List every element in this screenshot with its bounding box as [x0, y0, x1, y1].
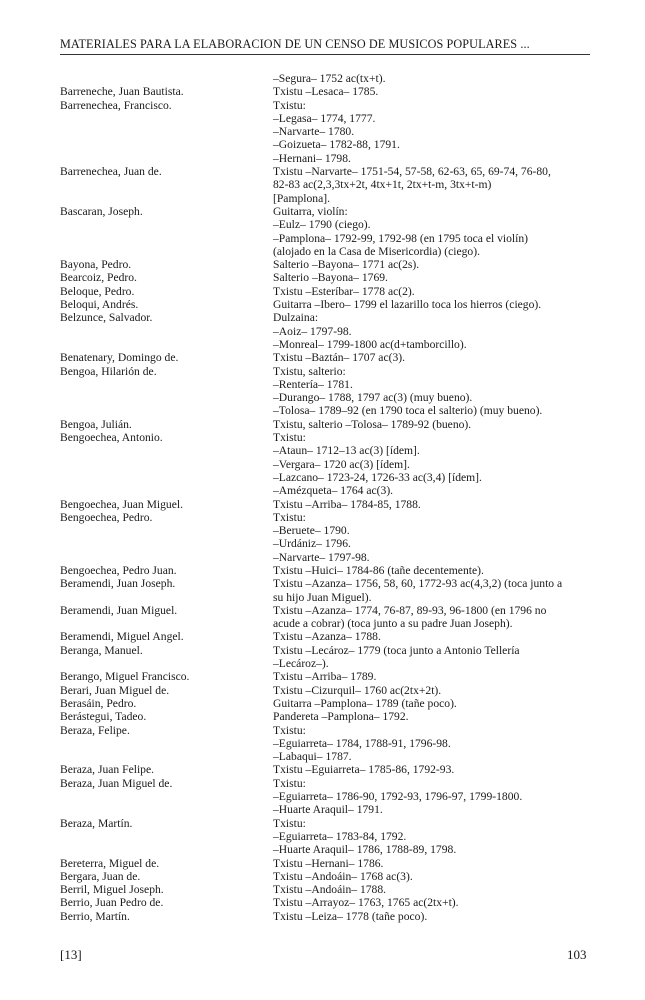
entry-description [273, 896, 598, 909]
musician-name: Berari, Juan Miguel de. [60, 683, 170, 697]
entry-description [273, 165, 598, 205]
description-line: –Tolosa– 1789–92 (en 1790 toca el salterio) (muy bueno). [273, 404, 543, 418]
entry-row [60, 817, 600, 857]
description-line: Salterio –Bayona– 1771 ac(2s). [273, 258, 420, 272]
entry-description [273, 857, 598, 870]
musician-name: Barrenechea, Juan de. [60, 165, 162, 179]
description-line: Txistu –Huici– 1784-86 (tañe decentemente). [273, 563, 484, 577]
musician-name: Beraza, Martín. [60, 816, 133, 830]
description-line: –Vergara– 1720 ac(3) [ídem]. [273, 457, 410, 471]
census-entries [60, 72, 600, 923]
description-line: Txistu –Baztán– 1707 ac(3). [273, 351, 406, 365]
description-line: Txistu –Arriba– 1789. [273, 670, 377, 684]
entry-description [273, 670, 598, 683]
entry-description [273, 365, 598, 418]
entry-description [273, 431, 598, 497]
description-line: Guitarra –Ibero– 1799 el lazarillo toca los hierros (ciego). [273, 298, 542, 312]
description-line: –Beruete– 1790. [273, 524, 350, 538]
description-line: –Ataun– 1712–13 ac(3) [ídem]. [273, 444, 420, 458]
description-line: Txistu –Hernani– 1786. [273, 856, 384, 870]
running-header: MATERIALES PARA LA ELABORACION DE UN CENSO DE MUSICOS POPULARES ... [60, 37, 590, 55]
musician-name: Bengoechea, Antonio. [60, 431, 163, 445]
entry-row [60, 298, 600, 311]
musician-name: Bearcoiz, Pedro. [60, 271, 137, 285]
entry-description [273, 684, 598, 697]
entry-description [273, 564, 598, 577]
musician-name: Barrenechea, Francisco. [60, 98, 172, 112]
section-number: [13] [60, 947, 82, 962]
description-line: Txistu, salterio: [273, 364, 346, 378]
entry-description [273, 85, 598, 98]
description-line: –Huarte Araquil– 1786, 1788-89, 1798. [273, 843, 457, 857]
entry-row [60, 604, 600, 631]
description-line: –Urdániz– 1796. [273, 537, 351, 551]
musician-name: Bengoechea, Pedro. [60, 510, 153, 524]
musician-name: Beraza, Juan Felipe. [60, 763, 155, 777]
musician-name: Berrio, Martín. [60, 909, 130, 923]
description-line: Txistu –Andoáin– 1788. [273, 883, 387, 897]
musician-name: Beramendi, Miguel Angel. [60, 630, 184, 644]
entry-row [60, 630, 600, 643]
entry-row [60, 271, 600, 284]
description-line: (alojado en la Casa de Misericordia) (ciego). [273, 244, 480, 258]
description-line: –Hernani– 1798. [273, 151, 351, 165]
entry-description [273, 817, 598, 857]
entry-row [60, 431, 600, 497]
musician-name: Bengoechea, Juan Miguel. [60, 497, 183, 511]
entry-description [273, 910, 598, 923]
musician-name: Benatenary, Domingo de. [60, 351, 179, 365]
description-line: Guitarra, violín: [273, 204, 348, 218]
description-line: –Monreal– 1799-1800 ac(d+tamborcillo). [273, 337, 467, 351]
description-line: Txistu –Azanza– 1788. [273, 630, 381, 644]
musician-name: Berástegui, Tadeo. [60, 710, 147, 724]
description-line: Txistu: [273, 431, 306, 445]
description-line: –Narvarte– 1780. [273, 125, 355, 139]
description-line: Txistu –Cizurquil– 1760 ac(2tx+2t). [273, 683, 442, 697]
musician-name [60, 72, 273, 85]
entry-row [60, 763, 600, 776]
musician-name: Beloqui, Andrés. [60, 298, 139, 312]
description-line: Txistu: [273, 98, 306, 112]
entry-row [60, 564, 600, 577]
entry-row [60, 644, 600, 671]
entry-description [273, 285, 598, 298]
description-line: Txistu –Azanza– 1774, 76-87, 89-93, 96-1800 (en 1796 no [273, 603, 547, 617]
entry-row [60, 418, 600, 431]
musician-name: Belzunce, Salvador. [60, 311, 153, 325]
entry-description [273, 99, 598, 165]
entry-row [60, 498, 600, 511]
description-line: –Lazcano– 1723-24, 1726-33 ac(3,4) [ídem]. [273, 470, 482, 484]
entry-row [60, 511, 600, 564]
musician-name: Bengoa, Julián. [60, 417, 132, 431]
musician-name: Bereterra, Miguel de. [60, 856, 160, 870]
entry-row [60, 165, 600, 205]
entry-description [273, 205, 598, 258]
entry-row [60, 910, 600, 923]
entry-row [60, 72, 600, 85]
description-line: Txistu –Lesaca– 1785. [273, 85, 379, 99]
entry-row [60, 670, 600, 683]
entry-description [273, 604, 598, 631]
description-line: Txistu –Arriba– 1784-85, 1788. [273, 497, 421, 511]
entry-description [273, 72, 598, 85]
entry-description [273, 630, 598, 643]
entry-description [273, 271, 598, 284]
entry-description [273, 883, 598, 896]
musician-name: Berril, Miguel Joseph. [60, 883, 164, 897]
description-line: –Durango– 1788, 1797 ac(3) (muy bueno). [273, 391, 473, 405]
entry-row [60, 99, 600, 165]
musician-name: Beraza, Juan Miguel de. [60, 776, 173, 790]
musician-name: Berango, Miguel Francisco. [60, 670, 190, 684]
description-line: –Aoiz– 1797-98. [273, 324, 352, 338]
description-line: Txistu –Narvarte– 1751-54, 57-58, 62-63, 65, 69-74, 76-80, [273, 165, 551, 179]
musician-name: Beranga, Manuel. [60, 643, 143, 657]
description-line: 82-83 ac(2,3,3tx+2t, 4tx+1t, 2tx+t-m, 3tx+t-m) [273, 178, 492, 192]
entry-description [273, 644, 598, 671]
description-line: su hijo Juan Miguel). [273, 590, 372, 604]
entry-row [60, 724, 600, 764]
entry-description [273, 418, 598, 431]
entry-row [60, 857, 600, 870]
musician-name: Bengoa, Hilarión de. [60, 364, 157, 378]
entry-row [60, 365, 600, 418]
description-line: Txistu: [273, 816, 306, 830]
description-line: [Pamplona]. [273, 191, 330, 205]
musician-name: Beloque, Pedro. [60, 284, 135, 298]
description-line: acude a cobrar) (toca junto a su padre Juan Joseph). [273, 617, 513, 631]
musician-name: Berasáin, Pedro. [60, 696, 137, 710]
description-line: –Segura– 1752 ac(tx+t). [273, 72, 386, 85]
entry-row [60, 577, 600, 604]
description-line: Txistu: [273, 776, 306, 790]
description-line: –Pamplona– 1792-99, 1792-98 (en 1795 toca el violín) [273, 231, 529, 245]
description-line: –Lecároz–). [273, 657, 329, 671]
musician-name: Bayona, Pedro. [60, 258, 132, 272]
description-line: Txistu –Andoáin– 1768 ac(3). [273, 869, 413, 883]
entry-description [273, 870, 598, 883]
description-line: –Rentería– 1781. [273, 377, 353, 391]
description-line: –Eguiarreta– 1786-90, 1792-93, 1796-97, 1799-1800. [273, 790, 523, 804]
description-line: –Legasa– 1774, 1777. [273, 111, 376, 125]
entry-row [60, 684, 600, 697]
musician-name: Bergara, Juan de. [60, 869, 141, 883]
entry-description [273, 511, 598, 564]
musician-name: Bascaran, Joseph. [60, 204, 143, 218]
description-line: Txistu: [273, 723, 306, 737]
musician-name: Bengoechea, Pedro Juan. [60, 563, 177, 577]
entry-row [60, 710, 600, 723]
entry-row [60, 351, 600, 364]
description-line: –Eguiarreta– 1783-84, 1792. [273, 829, 407, 843]
entry-description [273, 710, 598, 723]
musician-name: Beraza, Felipe. [60, 723, 130, 737]
musician-name: Berrio, Juan Pedro de. [60, 896, 164, 910]
entry-description [273, 258, 598, 271]
entry-row [60, 258, 600, 271]
entry-row [60, 85, 600, 98]
entry-description [273, 777, 598, 817]
entry-row [60, 883, 600, 896]
description-line: –Huarte Araquil– 1791. [273, 803, 383, 817]
description-line: Txistu, salterio –Tolosa– 1789-92 (bueno). [273, 417, 472, 431]
entry-description [273, 697, 598, 710]
entry-description [273, 763, 598, 776]
description-line: Txistu –Eguiarreta– 1785-86, 1792-93. [273, 763, 455, 777]
entry-row [60, 697, 600, 710]
entry-description [273, 311, 598, 351]
entry-row [60, 870, 600, 883]
description-line: Txistu –Azanza– 1756, 58, 60, 1772-93 ac(4,3,2) (toca junto a [273, 577, 563, 591]
entry-row [60, 205, 600, 258]
description-line: Txistu –Arrayoz– 1763, 1765 ac(2tx+t). [273, 896, 459, 910]
description-line: –Amézqueta– 1764 ac(3). [273, 484, 394, 498]
entry-row [60, 285, 600, 298]
description-line: Pandereta –Pamplona– 1792. [273, 710, 409, 724]
description-line: –Labaqui– 1787. [273, 750, 352, 764]
description-line: Txistu: [273, 510, 306, 524]
entry-row [60, 311, 600, 351]
entry-description [273, 577, 598, 604]
page-number: 103 [567, 947, 587, 962]
entry-description [273, 498, 598, 511]
entry-description [273, 298, 598, 311]
description-line: –Eulz– 1790 (ciego). [273, 218, 371, 232]
entry-row [60, 777, 600, 817]
entry-row [60, 896, 600, 909]
description-line: Salterio –Bayona– 1769. [273, 271, 388, 285]
description-line: –Narvarte– 1797-98. [273, 550, 370, 564]
musician-name: Beramendi, Juan Miguel. [60, 603, 178, 617]
musician-name: Barreneche, Juan Bautista. [60, 85, 184, 99]
description-line: Txistu –Lecároz– 1779 (toca junto a Antonio Tellería [273, 643, 520, 657]
entry-description [273, 351, 598, 364]
description-line: –Eguiarreta– 1784, 1788-91, 1796-98. [273, 736, 451, 750]
musician-name: Beramendi, Juan Joseph. [60, 577, 176, 591]
description-line: Dulzaina: [273, 311, 319, 325]
description-line: Txistu –Leiza– 1778 (tañe poco). [273, 909, 428, 923]
description-line: Guitarra –Pamplona– 1789 (tañe poco). [273, 696, 457, 710]
description-line: Txistu –Esteríbar– 1778 ac(2). [273, 284, 415, 298]
description-line: –Goizueta– 1782-88, 1791. [273, 138, 400, 152]
entry-description [273, 724, 598, 764]
